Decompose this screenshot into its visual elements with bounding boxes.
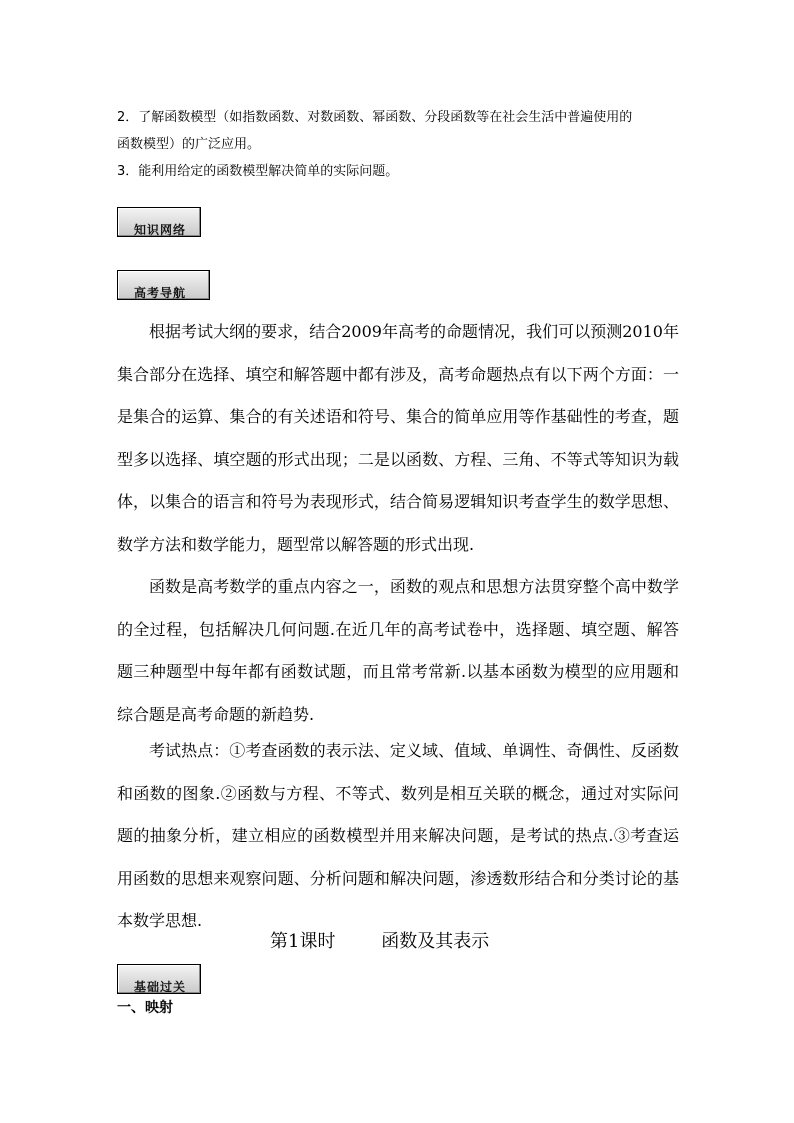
exam-outline-paragraph: 根据考试大纲的要求，结合2009年高考的命题情况，我们可以预测2010年集合部分在选择、填空和解答题中都有涉及，高考命题热点有以下两个方面：一是集合的运算、集合的有关述语和符号、集合的简单应用等作基础性的考查，题型多以选择、填空题的形式出现；二是以函数、方程、三角、不等式等知识为载体，以集合的语言和符号为表现形式，结合简易逻辑知识考查学生的数学思想、数学方法和数学能力，题型常以解答题的形式出现. (117, 322, 679, 554)
foundation-review-box (117, 964, 201, 994)
function-importance-paragraph: 函数是高考数学的重点内容之一，函数的观点和思想方法贯穿整个高中数学的全过程，包括解决几何问题.在近几年的高考试卷中，选择题、填空题、解答题三种题型中每年都有函数试题，而且常考常新.以基本函数为模型的应用题和综合题是高考命题的新趋势. (117, 577, 679, 724)
exam-focus-box (117, 270, 210, 300)
section-heading-mapping: 一、映射 (117, 1000, 173, 1016)
objective-line-3: 3．能利用给定的函数模型解决简单的实际问题。 (117, 164, 399, 179)
exam-hotspots-paragraph: 考试热点：①考查函数的表示法、定义域、值域、单调性、奇偶性、反函数和函数的图象.②函数与方程、不等式、数列是相互关联的概念，通过对实际问题的抽象分析，建立相应的函数模型并用来解决问题，是考试的热点.③考查运用函数的思想来观察问题、分析问题和解决问题，渗透数形结合和分类讨论的基本数学思想. (117, 741, 679, 930)
exam-focus-label: 高考导航 (134, 286, 187, 300)
lesson-title: 第1课时 函数及其表示 (270, 931, 490, 952)
objective-line-2-cont: 函数模型）的广泛应用。 (117, 137, 261, 152)
objective-line-2: 2．了解函数模型（如指数函数、对数函数、幂函数、分段函数等在社会生活中普遍使用的 (117, 110, 633, 125)
foundation-review-label: 基础过关 (134, 980, 187, 994)
knowledge-network-box (117, 207, 201, 237)
knowledge-network-label: 知识网络 (134, 223, 187, 237)
